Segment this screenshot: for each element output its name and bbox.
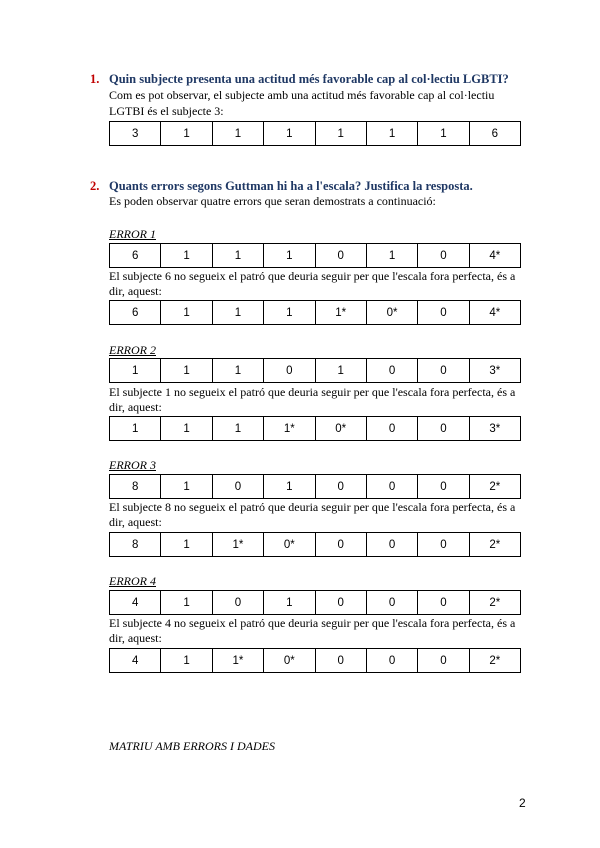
table-cell: 1*: [316, 301, 367, 324]
table-cell: 0: [367, 475, 418, 498]
error-3-explanation: El subjecte 8 no segueix el patró que deuria seguir per que l'escala fora perfecta, és a dir, aquest:: [109, 500, 516, 529]
table-cell: 0: [213, 591, 264, 614]
table-cell: 0: [418, 417, 469, 440]
table-cell: 0: [418, 359, 469, 382]
error-4-label: ERROR 4: [109, 574, 156, 588]
table-cell: 2*: [489, 596, 501, 609]
error-2-explanation: El subjecte 1 no segueix el patró que deuria seguir per que l'escala fora perfecta, és a dir, aquest:: [109, 385, 516, 414]
table-cell: 0*: [264, 533, 315, 556]
error-2-row-after: [109, 416, 521, 441]
table-cell: 1: [161, 122, 212, 145]
table-cell: 1: [110, 417, 161, 440]
table-cell: 0: [418, 649, 469, 672]
table-cell: 0: [418, 533, 469, 556]
table-cell: 0: [316, 533, 367, 556]
table-cell: 2*: [489, 538, 501, 551]
question-2-intro: Es poden observar quatre errors que seran demostrats a continuació:: [109, 194, 436, 208]
matrix-title: MATRIU AMB ERRORS I DADES: [109, 739, 275, 753]
table-cell: 1: [213, 417, 264, 440]
table-cell: 8: [110, 533, 161, 556]
table-cell: 0: [418, 301, 469, 324]
table-cell: 1: [110, 359, 161, 382]
question-1-answer-line1: Com es pot observar, el subjecte amb una actitud més favorable cap al col·lectiu: [109, 88, 495, 102]
table-cell: 1: [213, 244, 264, 267]
table-cell: 2*: [489, 654, 501, 667]
table-cell: 1: [418, 122, 469, 145]
error-4-row-before: [109, 590, 521, 615]
table-cell: 8: [110, 475, 161, 498]
question-1-answer-line2: LGTBI és el subjecte 3:: [109, 104, 224, 118]
table-cell: 0: [367, 591, 418, 614]
table-cell: 0*: [264, 649, 315, 672]
table-cell: 0*: [367, 301, 418, 324]
table-cell: 1: [264, 475, 315, 498]
table-cell: 1*: [213, 649, 264, 672]
error-1-row-after: [109, 300, 521, 325]
table-cell: 1: [213, 301, 264, 324]
error-3-row-before: [109, 474, 521, 499]
table-cell: 0: [418, 244, 469, 267]
table-cell: 1: [161, 301, 212, 324]
question-1-title: Quin subjecte presenta una actitud més favorable cap al col·lectiu LGBTI?: [109, 72, 509, 86]
table-cell: 1: [161, 591, 212, 614]
table-cell: 0: [316, 649, 367, 672]
error-1-row-before: [109, 243, 521, 268]
q1-data-row: [109, 121, 521, 146]
table-cell: 3: [110, 122, 161, 145]
table-cell: 1*: [213, 533, 264, 556]
table-cell: 1*: [264, 417, 315, 440]
error-2-row-before: [109, 358, 521, 383]
table-cell: 4*: [489, 306, 501, 319]
table-cell: 1: [367, 244, 418, 267]
question-2-number: 2.: [90, 179, 100, 193]
table-cell: 6: [110, 244, 161, 267]
table-cell: 6: [491, 127, 499, 140]
table-cell: 4: [110, 649, 161, 672]
table-cell: 0: [316, 475, 367, 498]
table-cell: 1: [161, 649, 212, 672]
error-2-label: ERROR 2: [109, 343, 156, 357]
table-cell: 3*: [489, 364, 501, 377]
table-cell: 1: [316, 122, 367, 145]
question-2-title: Quants errors segons Guttman hi ha a l'escala? Justifica la resposta.: [109, 179, 473, 193]
table-cell: 1: [213, 122, 264, 145]
question-1-number: 1.: [90, 72, 100, 86]
table-cell: 1: [264, 591, 315, 614]
table-cell: 1: [264, 122, 315, 145]
table-cell: 2*: [489, 480, 501, 493]
table-cell: 0: [367, 649, 418, 672]
table-cell: 4*: [489, 249, 501, 262]
table-cell: 0*: [316, 417, 367, 440]
error-4-row-after: [109, 648, 521, 673]
table-cell: 6: [110, 301, 161, 324]
table-cell: 1: [161, 417, 212, 440]
error-3-row-after: [109, 532, 521, 557]
table-cell: 1: [316, 359, 367, 382]
error-3-label: ERROR 3: [109, 458, 156, 472]
table-cell: 4: [110, 591, 161, 614]
table-cell: 0: [316, 244, 367, 267]
table-cell: 1: [161, 359, 212, 382]
table-cell: 1: [161, 533, 212, 556]
table-cell: 0: [418, 475, 469, 498]
table-cell: 1: [161, 244, 212, 267]
table-cell: 1: [367, 122, 418, 145]
table-cell: 1: [161, 475, 212, 498]
error-4-explanation: El subjecte 4 no segueix el patró que deuria seguir per que l'escala fora perfecta, és a dir, aquest:: [109, 616, 516, 645]
table-cell: 0: [367, 417, 418, 440]
table-cell: 1: [264, 301, 315, 324]
table-cell: 0: [367, 533, 418, 556]
error-1-explanation: El subjecte 6 no segueix el patró que deuria seguir per que l'escala fora perfecta, és a dir, aquest:: [109, 269, 516, 298]
table-cell: 0: [316, 591, 367, 614]
page-number: 2: [519, 796, 526, 810]
table-cell: 0: [213, 475, 264, 498]
table-cell: 0: [418, 591, 469, 614]
table-cell: 1: [213, 359, 264, 382]
table-cell: 1: [264, 244, 315, 267]
table-cell: 0: [264, 359, 315, 382]
table-cell: 3*: [489, 422, 501, 435]
error-1-label: ERROR 1: [109, 227, 156, 241]
table-cell: 0: [367, 359, 418, 382]
